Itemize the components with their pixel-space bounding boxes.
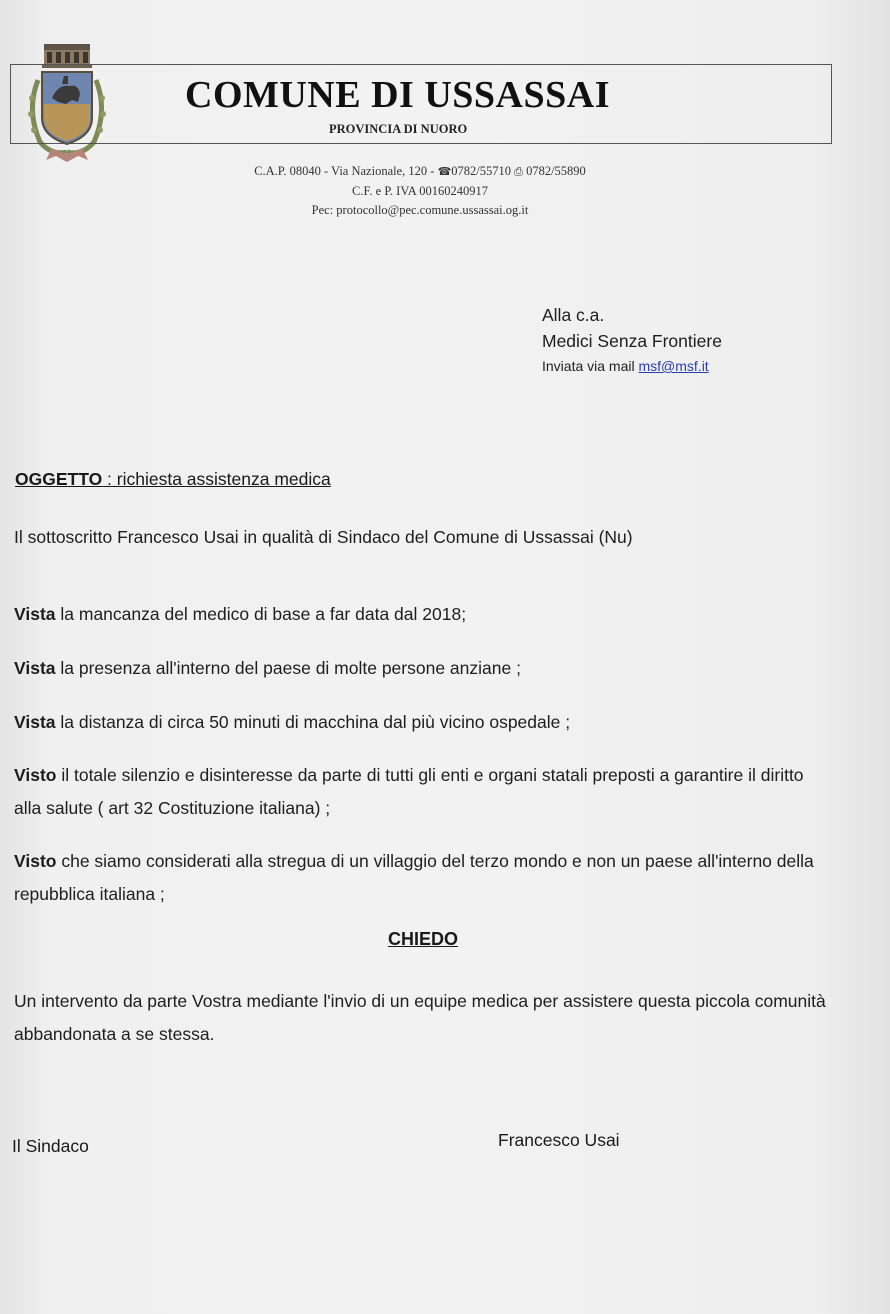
premise-text: il totale silenzio e disinteresse da parte di tutti gli enti e organi statali preposti a garantire il diritto alla salute ( art 32 Costituzione italiana) ; [14, 765, 804, 818]
request-paragraph: Un intervento da parte Vostra mediante l'invio di un equipe medica per assistere questa piccola comunità abbandonata a se stessa. [14, 991, 826, 1044]
request-heading: CHIEDO [388, 929, 459, 949]
premise-text: la mancanza del medico di base a far data dal 2018; [55, 604, 467, 624]
phone-number: 0782/55710 [451, 164, 511, 178]
province-subtitle: PROVINCIA DI NUORO [329, 122, 468, 136]
recipient-email-link[interactable]: msf@msf.it [638, 358, 709, 374]
premise-keyword: Visto [14, 851, 57, 871]
signature-name: Francesco Usai [498, 1130, 620, 1150]
fax-icon: ⎙ [514, 166, 523, 178]
intro-paragraph: Il sottoscritto Francesco Usai in qualità di Sindaco del Comune di Ussassai (Nu) [14, 527, 633, 547]
subject-text: : richiesta assistenza medica [102, 469, 331, 489]
premise-text: la distanza di circa 50 minuti di macchina dal più vicino ospedale ; [55, 712, 571, 732]
contact-line-address [160, 162, 680, 182]
premise-item [14, 706, 834, 739]
premise-item [14, 845, 834, 911]
subject-line [15, 469, 331, 490]
recipient-name: Medici Senza Frontiere [542, 331, 722, 351]
premise-keyword: Vista [14, 604, 56, 624]
subject-label: OGGETTO [15, 469, 103, 489]
recipient-mail-line [542, 354, 722, 378]
premise-keyword: Vista [14, 658, 56, 678]
phone-icon: ☎ [437, 166, 452, 178]
municipality-title: COMUNE DI USSASSAI [185, 74, 610, 116]
contact-line-vat: C.F. e P. IVA 00160240917 [352, 184, 488, 198]
premise-item [14, 598, 834, 631]
signature-role: Il Sindaco [12, 1136, 89, 1156]
recipient-attention: Alla c.a. [542, 305, 605, 325]
premise-item [14, 652, 834, 685]
recipient-block [542, 302, 722, 378]
address-text: C.A.P. 08040 - Via Nazionale, 120 - [254, 164, 438, 178]
recipient-mail-prefix: Inviata via mail [542, 358, 639, 374]
premise-keyword: Vista [14, 712, 56, 732]
contact-block [160, 162, 680, 220]
premise-keyword: Visto [14, 765, 57, 785]
premise-item [14, 759, 834, 825]
premise-text: che siamo considerati alla stregua di un villaggio del terzo mondo e non un paese all'interno della repubblica italiana ; [14, 851, 814, 904]
premise-text: la presenza all'interno del paese di molte persone anziane ; [55, 658, 521, 678]
fax-number: 0782/55890 [526, 164, 586, 178]
contact-line-pec: Pec: protocollo@pec.comune.ussassai.og.it [311, 203, 529, 217]
